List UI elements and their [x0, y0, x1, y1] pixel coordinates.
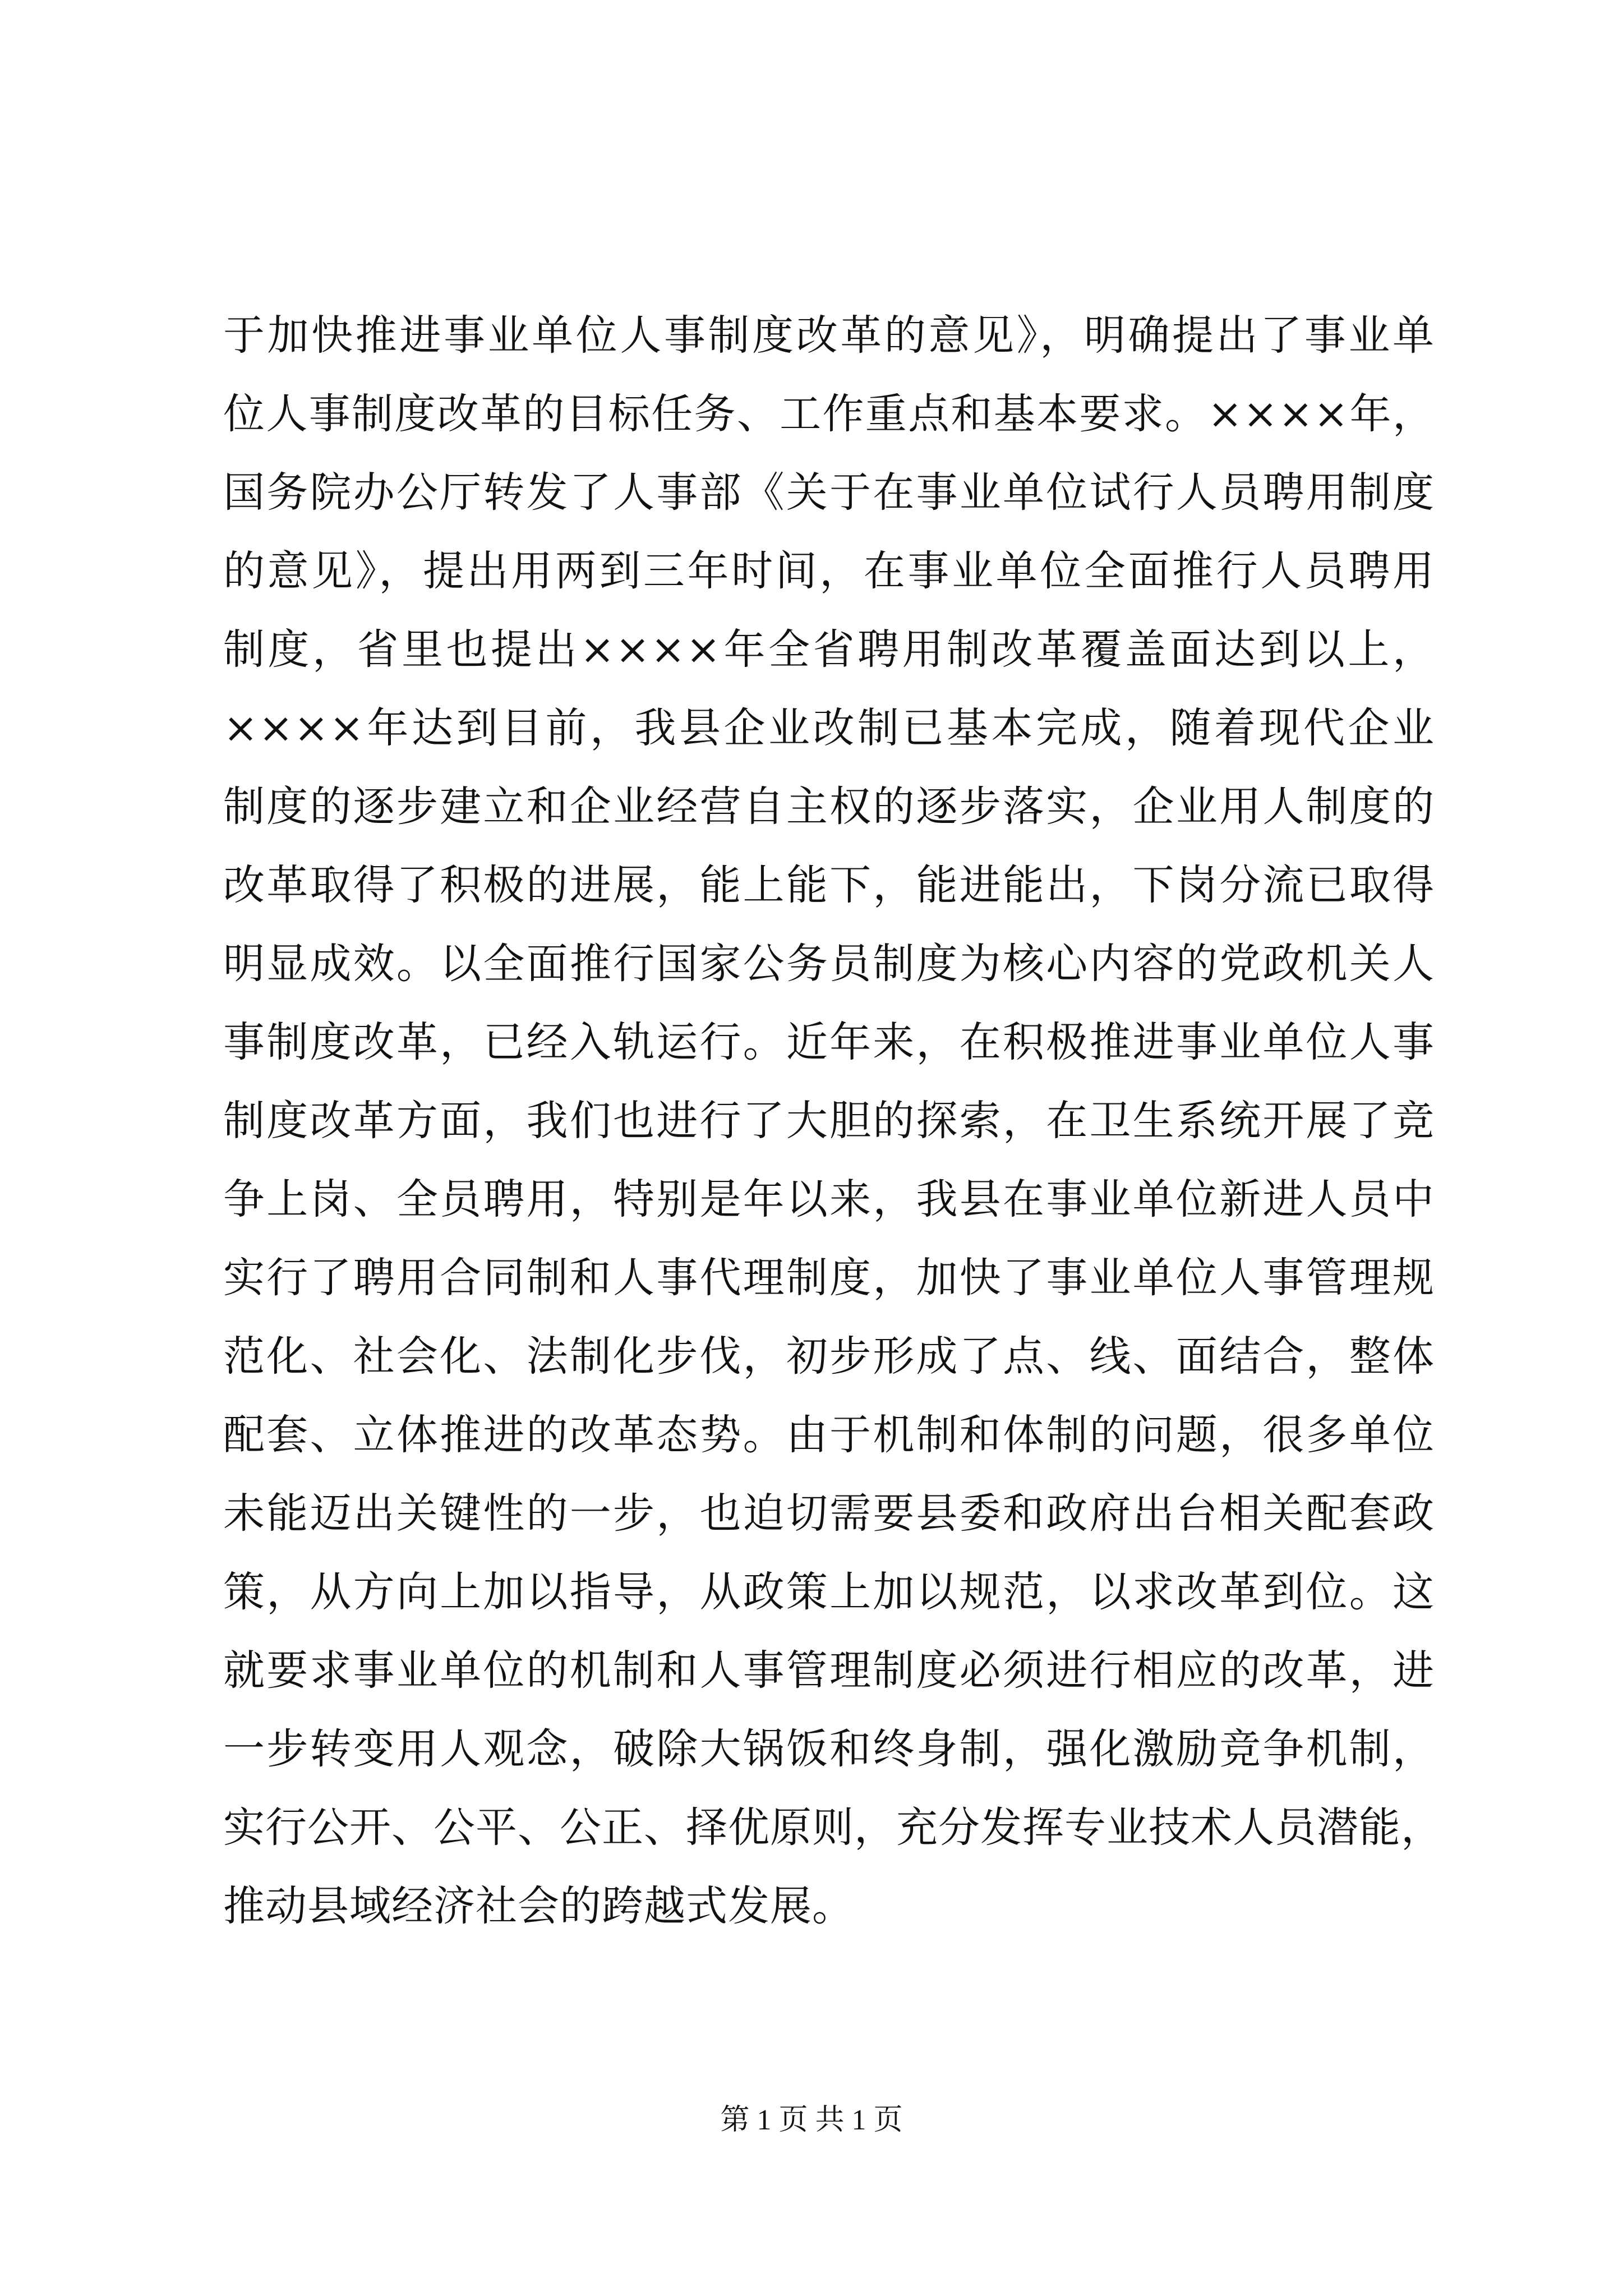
text-line: 位人事制度改革的目标任务、工作重点和基本要求。××××年， — [223, 390, 1435, 438]
text-line: ××××年达到目前，我县企业改制已基本完成，随着现代企业 — [223, 704, 1435, 752]
text-line: 于加快推进事业单位人事制度改革的意见》，明确提出了事业单 — [223, 311, 1435, 360]
text-line: 实行公开、公平、公正、择优原则，充分发挥专业技术人员潜能， — [223, 1803, 1443, 1852]
text-line: 范化、社会化、法制化步伐，初步形成了点、线、面结合，整体 — [223, 1332, 1435, 1381]
text-line: 就要求事业单位的机制和人事管理制度必须进行相应的改革，进 — [223, 1646, 1435, 1695]
text-line: 国务院办公厅转发了人事部《关于在事业单位试行人员聘用制度 — [223, 468, 1435, 517]
text-line: 争上岗、全员聘用，特别是年以来，我县在事业单位新进人员中 — [223, 1175, 1435, 1223]
text-line-last: 推动县域经济社会的跨越式发展。 — [223, 1882, 854, 1930]
text-line: 改革取得了积极的进展，能上能下，能进能出，下岗分流已取得 — [223, 861, 1435, 909]
text-line: 的意见》，提出用两到三年时间，在事业单位全面推行人员聘用 — [223, 547, 1435, 595]
text-line: 明显成效。以全面推行国家公务员制度为核心内容的党政机关人 — [223, 940, 1435, 988]
text-line: 配套、立体推进的改革态势。由于机制和体制的问题，很多单位 — [223, 1411, 1435, 1459]
text-line: 一步转变用人观念，破除大锅饭和终身制，强化激励竞争机制， — [223, 1725, 1435, 1773]
text-line: 制度的逐步建立和企业经营自主权的逐步落实，企业用人制度的 — [223, 783, 1435, 831]
body-text — [223, 296, 1443, 1945]
text-line: 策，从方向上加以指导，从政策上加以规范，以求改革到位。这 — [223, 1568, 1435, 1616]
page-footer: 第 1 页 共 1 页 — [720, 2104, 903, 2136]
text-line: 制度改革方面，我们也进行了大胆的探索，在卫生系统开展了竞 — [223, 1097, 1435, 1145]
text-line: 制度，省里也提出××××年全省聘用制改革覆盖面达到以上， — [223, 625, 1435, 674]
text-line: 事制度改革，已经入轨运行。近年来，在积极推进事业单位人事 — [223, 1018, 1435, 1066]
text-line: 实行了聘用合同制和人事代理制度，加快了事业单位人事管理规 — [223, 1254, 1435, 1302]
text-line: 未能迈出关键性的一步，也迫切需要县委和政府出台相关配套政 — [223, 1489, 1435, 1538]
